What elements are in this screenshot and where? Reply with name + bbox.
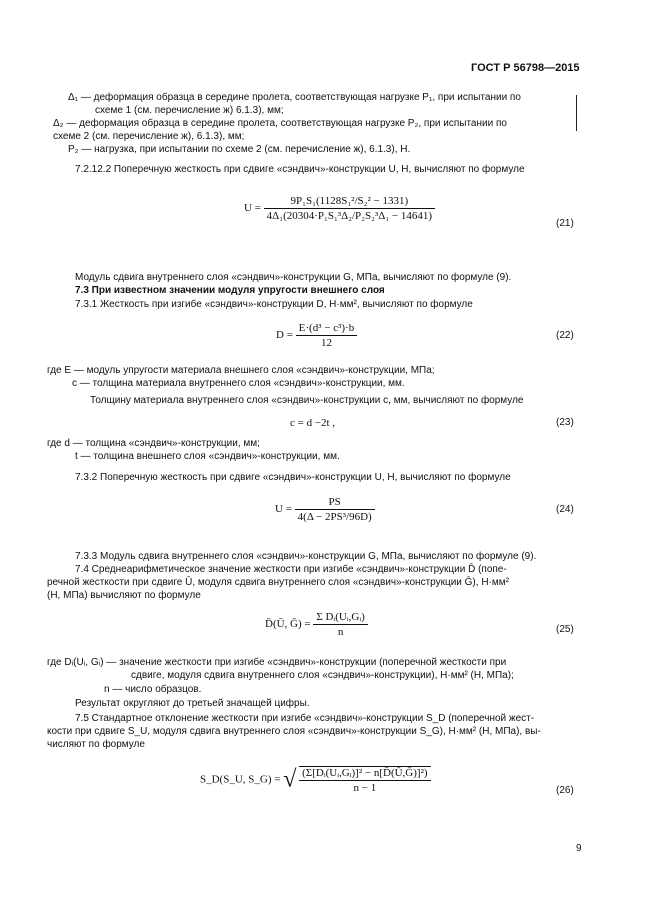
eq21-numerator: 9P₁S₁(1128S₁²/S₂² − 1331)	[264, 195, 435, 209]
para-7-5-line3: числяют по формуле	[47, 739, 145, 750]
equation-number-24: (24)	[556, 504, 574, 515]
equation-25	[265, 611, 368, 638]
para-7-3-2: 7.3.2 Поперечную жесткость при сдвиге «сэндвич»-конструкции U, Н, вычисляют по формуле	[75, 472, 511, 483]
document-code: ГОСТ Р 56798—2015	[471, 62, 580, 74]
equation-number-22: (22)	[556, 330, 574, 341]
para-7-5-line1: 7.5 Стандартное отклонение жесткости при изгибе «сэндвич»-конструкции S_D (поперечной жест-	[75, 713, 535, 724]
eq22-lhs: D =	[276, 329, 293, 342]
def-p2: P₂ — нагрузка, при испытании по схеме 2 (см. перечисление ж), 6.1.3), Н.	[68, 144, 411, 155]
eq21-lhs: U =	[244, 202, 261, 215]
equation-26	[200, 766, 431, 794]
def-n: n — число образцов.	[104, 684, 202, 695]
equation-number-25: (25)	[556, 624, 574, 635]
equation-21	[244, 195, 435, 222]
change-bar	[576, 95, 577, 131]
page-number: 9	[576, 843, 582, 854]
def-d: где d — толщина «сэндвич»-конструкции, мм;	[47, 438, 260, 449]
para-shear-modulus: Модуль сдвига внутреннего слоя «сэндвич»-конструкции G, МПа, вычисляют по формуле (9).	[75, 272, 512, 283]
eq25-lhs: D̄(Ū, Ḡ) =	[265, 618, 311, 631]
equation-number-23: (23)	[556, 417, 574, 428]
eq26-numerator: (Σ[Dᵢ(Uᵢ,Gᵢ)]² − n[D̄(Ū,Ḡ)]²)	[299, 767, 430, 781]
eq25-denominator: n	[337, 626, 344, 638]
para-rounding: Результат округляют до третьей значащей цифры.	[75, 698, 310, 709]
def-Di-cont: сдвиге, модуля сдвига внутреннего слоя «сэндвич»-конструкции), Н·мм² (Н, МПа);	[131, 670, 514, 681]
eq22-numerator: E·(d³ − c³)·b	[296, 322, 358, 336]
def-delta2-cont: схеме 2 (см. перечисление ж), 6.1.3), мм;	[53, 131, 245, 142]
eq25-numerator: Σ Dᵢ(Uᵢ,Gᵢ)	[313, 611, 367, 625]
equation-number-26: (26)	[556, 785, 574, 796]
equation-24	[275, 496, 375, 523]
para-7-4-line3: (Н, МПа) вычисляют по формуле	[47, 590, 201, 601]
para-7-4-line2: речной жесткости при сдвиге Ū, модуля сдвига внутреннего слоя «сэндвич»-конструкции Ḡ), Н·мм²	[47, 577, 509, 588]
eq24-numerator: PS	[295, 496, 375, 510]
para-thickness: Толщину материала внутреннего слоя «сэндвич»-конструкции c, мм, вычисляют по формуле	[90, 395, 524, 406]
equation-number-21: (21)	[556, 218, 574, 229]
para-7-3-3: 7.3.3 Модуль сдвига внутреннего слоя «сэндвич»-конструкции G, МПа, вычисляют по формуле (9).	[75, 551, 537, 562]
para-7-4-line1: 7.4 Среднеарифметическое значение жесткости при изгибе «сэндвич»-конструкции D̄ (попе-	[75, 564, 507, 575]
def-E: где E — модуль упругости материала внешнего слоя «сэндвич»-конструкции, МПа;	[47, 365, 435, 376]
para-7-2-12-2: 7.2.12.2 Поперечную жесткость при сдвиге «сэндвич»-конструкции U, Н, вычисляют по формуле	[75, 164, 525, 175]
def-delta1: Δ₁ — деформация образца в середине пролета, соответствующая нагрузке P₁, при испытании по	[68, 92, 521, 103]
def-c: c — толщина материала внутреннего слоя «сэндвич»-конструкции, мм.	[72, 378, 405, 389]
eq22-denominator: 12	[320, 337, 332, 349]
para-7-5-line2: кости при сдвиге S_U, модуля сдвига внутреннего слоя «сэндвич»-конструкции S_G), Н·мм² (Н, МПа), вы-	[47, 726, 541, 737]
equation-23: c = d −2t ,	[290, 417, 336, 429]
def-Di: где Dᵢ(Uᵢ, Gᵢ) — значение жесткости при изгибе «сэндвич»-конструкции (поперечной жесткости при	[47, 657, 507, 668]
eq21-denominator: 4Δ₁(20304·P₁S₁³Δ₂/P₂S₂³Δ₁ − 14641)	[266, 210, 433, 222]
def-delta2: Δ₂ — деформация образца в середине пролета, соответствующая нагрузке P₂, при испытании по	[53, 118, 507, 129]
eq26-denominator: n − 1	[353, 782, 377, 794]
heading-7-3: 7.3 При известном значении модуля упругости внешнего слоя	[75, 285, 385, 296]
def-t: t — толщина внешнего слоя «сэндвич»-конструкции, мм.	[75, 451, 340, 462]
eq24-denominator: 4(Δ − 2PS³/96D)	[297, 511, 372, 523]
eq26-lhs: S_D(S_U, S_G) =	[200, 773, 281, 786]
para-7-3-1: 7.3.1 Жесткость при изгибе «сэндвич»-конструкции D, Н·мм², вычисляют по формуле	[75, 299, 473, 310]
equation-22	[276, 322, 357, 349]
sqrt-icon: √	[283, 766, 297, 793]
def-delta1-cont: схеме 1 (см. перечисление ж) 6.1.3), мм;	[95, 105, 284, 116]
eq24-lhs: U =	[275, 503, 292, 516]
